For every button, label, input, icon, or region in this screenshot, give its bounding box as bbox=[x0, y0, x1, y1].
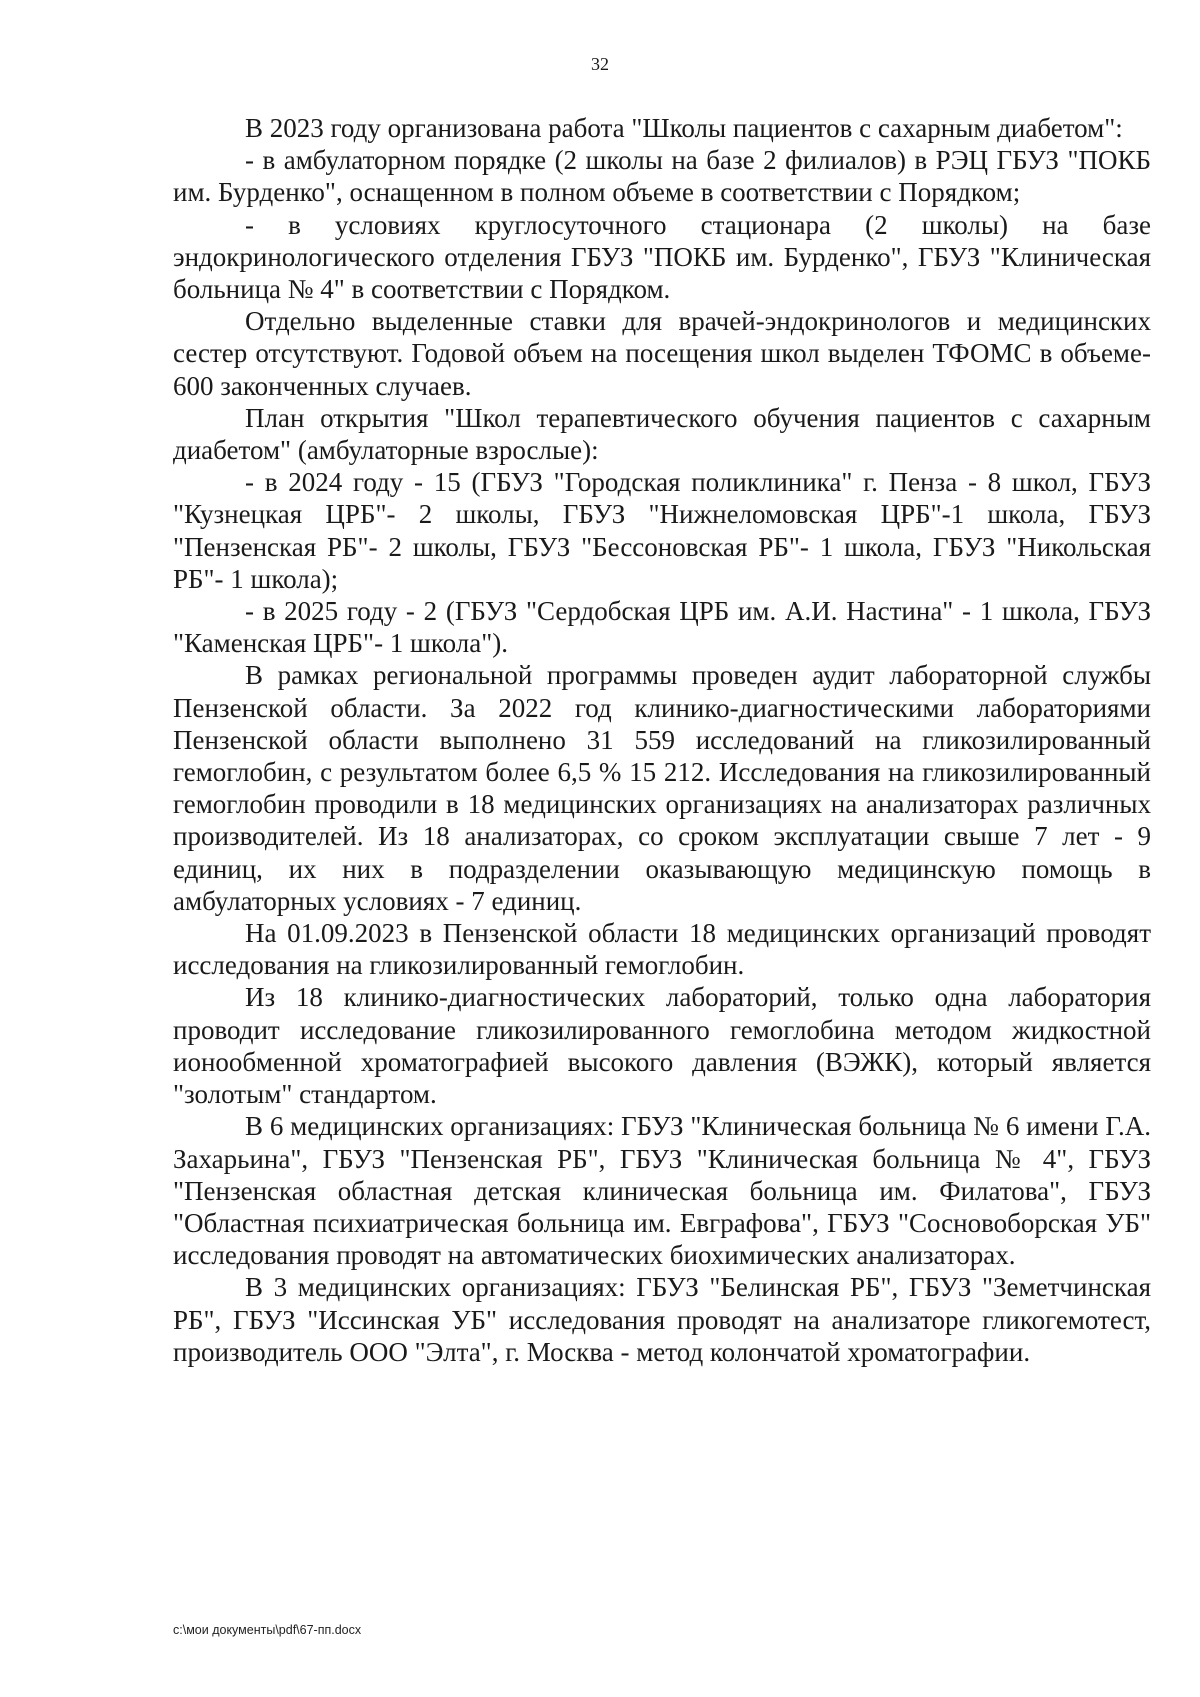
paragraph-hplc-lab: Из 18 клинико-диагностических лабораторий, только одна лаборатория проводит исследование гликозилированного гемоглобина методом жидкостной ионообменной хроматографией высокого давления (ВЭЖК), который является "золотым" стандартом. bbox=[173, 982, 1151, 1110]
paragraph-organizations-count: На 01.09.2023 в Пензенской области 18 медицинских организаций проводят исследования на гликозилированный гемоглобин. bbox=[173, 918, 1151, 981]
footer-file-path: c:\мои документы\pdf\67-пп.docx bbox=[173, 1623, 362, 1637]
document-body bbox=[173, 112, 1151, 1368]
paragraph-plan-2025: - в 2025 году - 2 (ГБУЗ "Сердобская ЦРБ им. А.И. Настина" - 1 школа, ГБУЗ "Каменская ЦРБ"- 1 школа"). bbox=[173, 596, 1151, 659]
paragraph-biochemical-analyzers: В 6 медицинских организациях: ГБУЗ "Клиническая больница № 6 имени Г.А. Захарьина", ГБУЗ "Пензенская РБ", ГБУЗ "Клиническая больница № 4", ГБУЗ "Пензенская областная детская клиническая больница им. Филатова", ГБУЗ "Областная психиатрическая больница им. Евграфова", ГБУЗ "Сосновоборская УБ" исследования проводят на автоматических биохимических анализаторах. bbox=[173, 1111, 1151, 1271]
paragraph-schools-intro: В 2023 году организована работа "Школы пациентов с сахарным диабетом": bbox=[245, 113, 1123, 143]
paragraph-lab-audit: В рамках региональной программы проведен аудит лабораторной службы Пензенской области. За 2022 год клинико-диагностическими лабораториями Пензенской области выполнено 31 559 исследований на гликозилированный гемоглобин, с результатом более 6,5 % 15 212. Исследования на гликозилированный гемоглобин проводили в 18 медицинских организациях на анализаторах различных производителей. Из 18 анализаторах, со сроком эксплуатации свыше 7 лет - 9 единиц, их них в подразделении оказывающую медицинскую помощь в амбулаторных условиях - 7 единиц. bbox=[173, 660, 1151, 916]
paragraph-outpatient-schools: - в амбулаторном порядке (2 школы на базе 2 филиалов) в РЭЦ ГБУЗ "ПОКБ им. Бурденко", оснащенном в полном объеме в соответствии с Порядком; bbox=[173, 145, 1151, 208]
paragraph-staffing: Отдельно выделенные ставки для врачей-эндокринологов и медицинских сестер отсутствуют. Годовой объем на посещения школ выделен ТФОМС в объеме- 600 законченных случаев. bbox=[173, 306, 1151, 401]
page-number: 32 bbox=[591, 54, 609, 74]
paragraph-opening-plan: План открытия "Школ терапевтического обучения пациентов с сахарным диабетом" (амбулаторные взрослые): bbox=[173, 402, 1151, 466]
paragraph-plan-2024: - в 2024 году - 15 (ГБУЗ "Городская поликлиника" г. Пенза - 8 школ, ГБУЗ "Кузнецкая ЦРБ"- 2 школы, ГБУЗ "Нижнеломовская ЦРБ"-1 школа, ГБУЗ "Пензенская РБ"- 2 школы, ГБУЗ "Бессоновская РБ"- 1 школа, ГБУЗ "Никольская РБ"- 1 школа); bbox=[173, 467, 1151, 594]
paragraph-glycohemotest: В 3 медицинских организациях: ГБУЗ "Белинская РБ", ГБУЗ "Земетчинская РБ", ГБУЗ "Иссинская УБ" исследования проводят на анализаторе гликогемотест, производитель ООО "Элта", г. Москва - метод колончатой хроматографии. bbox=[173, 1272, 1151, 1367]
paragraph-inpatient-schools: - в условиях круглосуточного стационара (2 школы) на базе эндокринологического отделения ГБУЗ "ПОКБ им. Бурденко", ГБУЗ "Клиническая больница № 4" в соответствии с Порядком. bbox=[173, 209, 1151, 305]
